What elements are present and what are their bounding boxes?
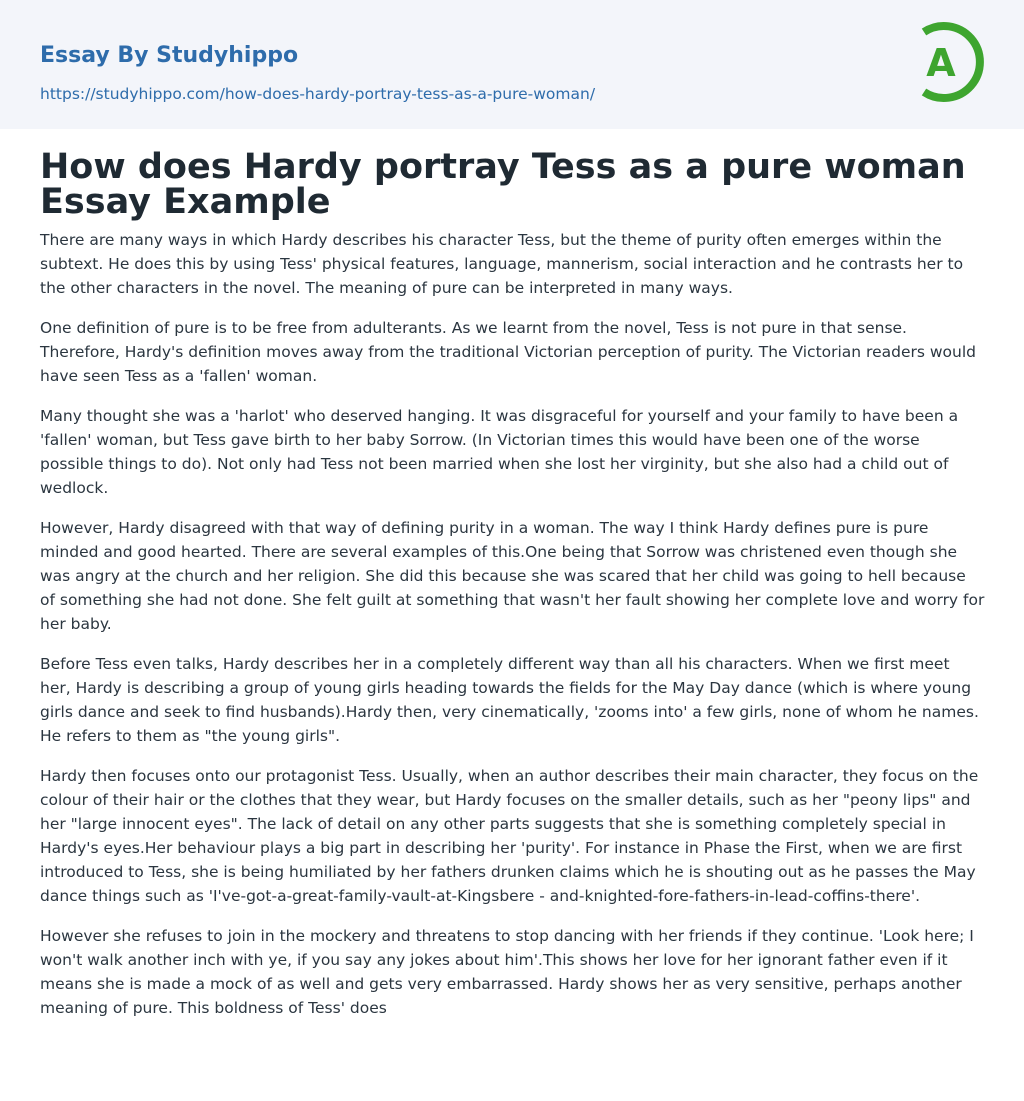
paragraph-3: Many thought she was a 'harlot' who deserved hanging. It was disgraceful for yourself and your family to have been a 'fallen' woman, but Tess gave birth to her baby Sorrow. (In Victorian times this would have been one of the worse possible things to do). Not only had Tess not been married when she lost her virginity, but she also had a child out of wedlock.	[40, 407, 959, 497]
paragraph-5: Before Tess even talks, Hardy describes her in a completely different way than all his characters. When we first meet her, Hardy is describing a group of young girls heading towards the fields for the May Day dance (which is where young girls dance and seek to find husbands).Hardy then, very cinematically, 'zooms into' a few girls, none of whom he names. He refers to them as "the young girls".	[40, 655, 979, 745]
paragraph-4: However, Hardy disagreed with that way of defining purity in a woman. The way I think Hardy defines pure is pure minded and good hearted. There are several examples of this.One being that Sorrow was christened even though she was angry at the church and her religion. She did this because she was scared that her child was going to hell because of something she had not done. She felt guilt at something that wasn't her fault showing her complete love and worry for her baby.	[40, 519, 985, 633]
paragraph-1: There are many ways in which Hardy describes his character Tess, but the theme of purity often emerges within the subtext. He does this by using Tess' physical features, language, mannerism, social interaction and he contrasts her to the other characters in the novel. The meaning of pure can be interpreted in many ways.	[40, 231, 964, 297]
paragraph-6: Hardy then focuses onto our protagonist Tess. Usually, when an author describes their main character, they focus on the colour of their hair or the clothes that they wear, but Hardy focuses on the smaller details, such as her "peony lips" and her "large innocent eyes". The lack of detail on any other parts suggests that she is something completely special in Hardy's eyes.Her behaviour plays a big part in describing her 'purity'. For instance in Phase the First, when we are first introduced to Tess, she is being humiliated by her fathers drunken claims which he is shouting out as he passes the May dance things such as 'I've-got-a-great-family-vault-at-Kingsbere - and-knighted-fore-fathers-in-lead-coffins-there'.	[40, 767, 979, 905]
article-title: How does Hardy portray Tess as a pure woman Essay Example	[40, 147, 966, 222]
site-title[interactable]: Essay By Studyhippo	[40, 43, 299, 68]
page-url-link[interactable]: https://studyhippo.com/how-does-hardy-portray-tess-as-a-pure-woman/	[40, 85, 596, 103]
logo-letter: A	[926, 41, 956, 85]
article-body	[40, 228, 985, 1036]
paragraph-2: One definition of pure is to be free from adulterants. As we learnt from the novel, Tess is not pure in that sense. Therefore, Hardy's definition moves away from the traditional Victorian perception of purity. The Victorian readers would have seen Tess as a 'fallen' woman.	[40, 319, 977, 385]
paragraph-7: However she refuses to join in the mockery and threatens to stop dancing with her friends if they continue. 'Look here; I won't walk another inch with ye, if you say any jokes about him'.This shows her love for her ignorant father even if it means she is made a mock of as well and gets very embarrassed. Hardy shows her as very sensitive, perhaps another meaning of pure. This boldness of Tess' does	[40, 927, 974, 1017]
